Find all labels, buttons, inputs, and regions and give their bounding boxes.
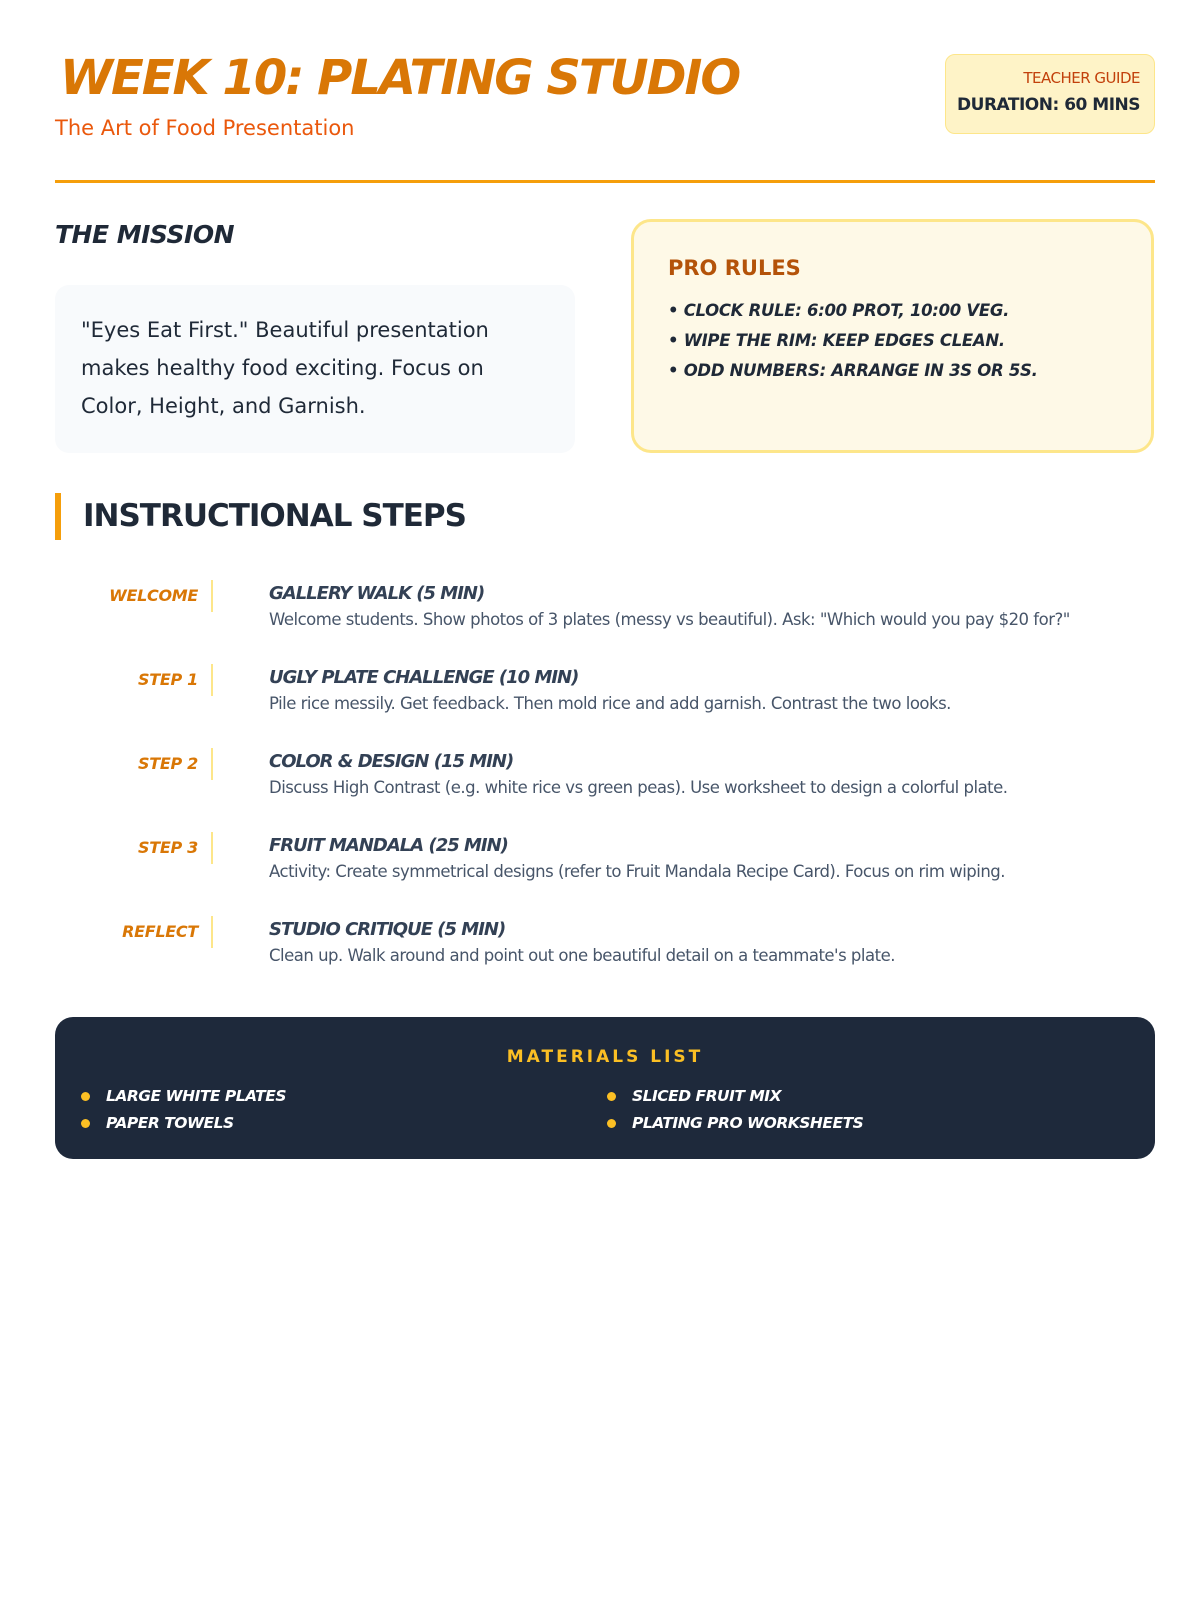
steps-list [55,580,1155,1000]
step-description: Pile rice messily. Get feedback. Then mold rice and add garnish. Contrast the two looks. [269,694,951,713]
bullet-dot-icon [607,1119,616,1128]
pro-rules-heading: PRO RULES [668,256,801,280]
step-label: STEP 3 [138,838,198,857]
materials-heading: MATERIALS LIST [506,1047,704,1067]
step-label: STEP 2 [138,754,198,773]
step-description: Clean up. Walk around and point out one beautiful detail on a teammate's plate. [269,946,895,965]
material-item: SLICED FRUIT MIX [632,1087,782,1105]
mission-text: "Eyes Eat First." Beautiful presentation makes healthy food exciting. Focus on Color, Height, and Garnish. [55,285,575,453]
pro-rules-list [668,296,1117,386]
step-divider [211,916,213,948]
rule-item: • CLOCK RULE: 6:00 PROT, 10:00 VEG. [668,301,1010,320]
step-row [55,664,1155,748]
step-title: FRUIT MANDALA (25 MIN) [269,835,508,856]
step-title: GALLERY WALK (5 MIN) [269,583,485,604]
step-row [55,916,1155,1000]
step-title: UGLY PLATE CHALLENGE (10 MIN) [269,667,579,688]
step-description: Welcome students. Show photos of 3 plates (messy vs beautiful). Ask: "Which would you pay $20 for?" [269,610,1070,629]
material-item: LARGE WHITE PLATES [106,1087,286,1105]
materials-panel [55,1017,1155,1159]
step-label: REFLECT [122,922,198,941]
step-divider [211,580,213,612]
step-description: Activity: Create symmetrical designs (refer to Fruit Mandala Recipe Card). Focus on rim wiping. [269,862,1006,881]
rule-item: • ODD NUMBERS: ARRANGE IN 3S OR 5S. [668,361,1038,380]
rule-item: • WIPE THE RIM: KEEP EDGES CLEAN. [668,331,1005,350]
step-row [55,580,1155,664]
step-label: STEP 1 [138,670,198,689]
header [55,40,1155,183]
step-row [55,748,1155,832]
bullet-dot-icon [81,1119,90,1128]
step-title: COLOR & DESIGN (15 MIN) [269,751,514,772]
step-row [55,832,1155,916]
step-divider [211,832,213,864]
page-subtitle: The Art of Food Presentation [55,116,355,140]
material-item: PLATING PRO WORKSHEETS [632,1114,864,1132]
step-divider [211,748,213,780]
step-description: Discuss High Contrast (e.g. white rice vs green peas). Use worksheet to design a colorful plate. [269,778,1008,797]
bullet-dot-icon [607,1092,616,1101]
step-title: STUDIO CRITIQUE (5 MIN) [269,919,506,940]
mission-heading: THE MISSION [55,220,235,249]
teacher-guide-badge [945,54,1155,134]
duration-label: DURATION: 60 MINS [957,95,1140,115]
bullet-dot-icon [81,1092,90,1101]
page-title: WEEK 10: PLATING STUDIO [60,50,740,106]
teacher-guide-label: TEACHER GUIDE [1023,69,1140,87]
steps-heading: INSTRUCTIONAL STEPS [55,493,466,540]
pro-rules-box [631,219,1154,453]
step-divider [211,664,213,696]
step-label: WELCOME [109,586,198,605]
material-item: PAPER TOWELS [106,1114,234,1132]
